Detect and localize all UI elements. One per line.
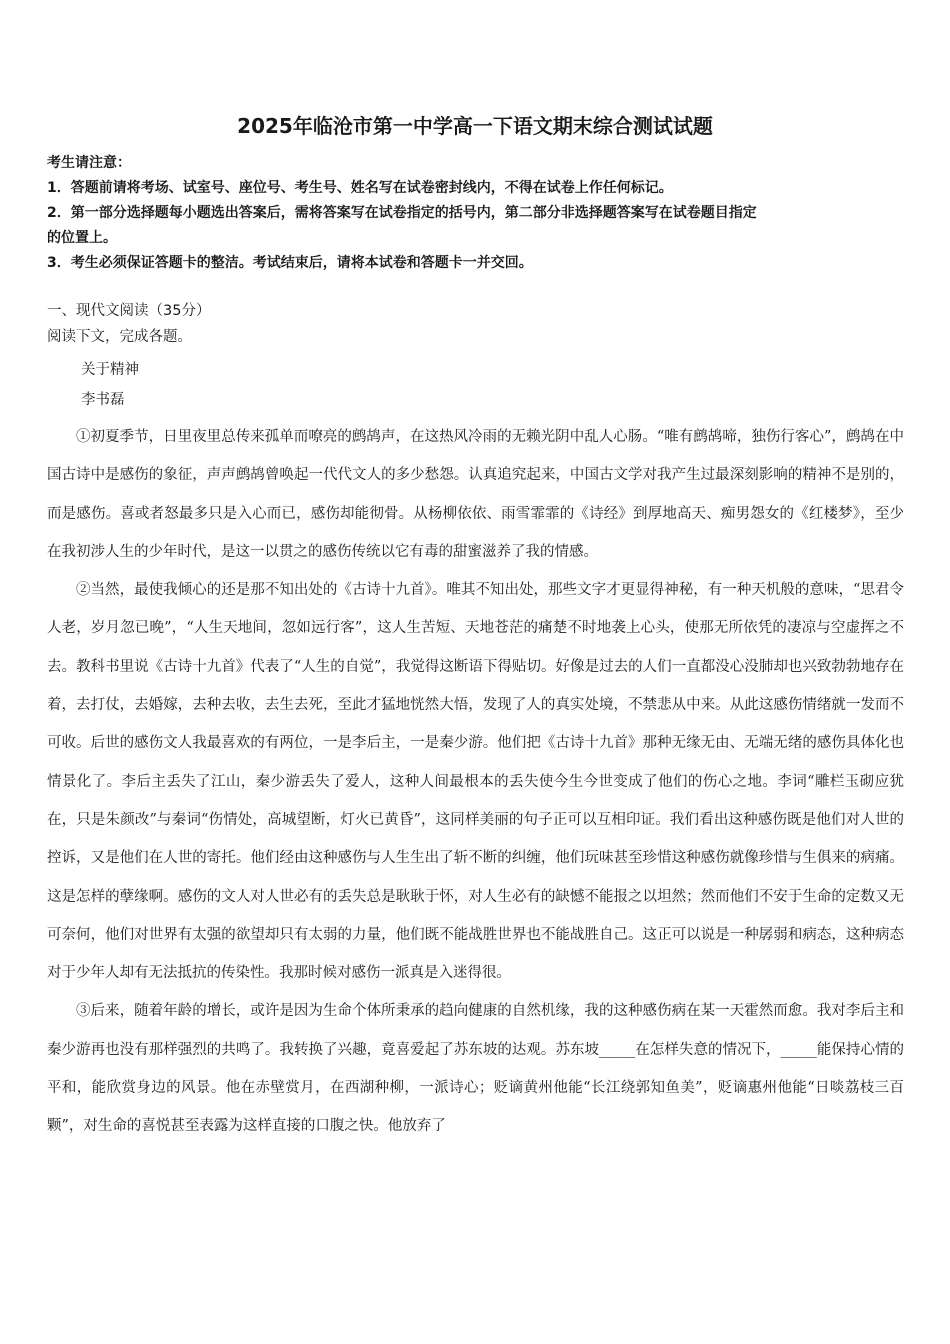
notice-item: 2．第一部分选择题每小题选出答案后，需将答案写在试卷指定的括号内，第二部分非选择题答案写在试卷题目指定: [47, 205, 757, 221]
section-header: [47, 298, 904, 350]
notice-item: 3．考生必须保证答题卡的整洁。考试结束后，请将本试卷和答题卡一并交回。: [47, 255, 533, 271]
article-paragraph: ①初夏季节，日里夜里总传来孤单而嘹亮的鹧鸪声，在这热风冷雨的无赖光阴中乱人心肠。“唯有鹧鸪啼，独伤行客心”，鹧鸪在中国古诗中是感伤的象征，声声鹧鸪曾唤起一代代文人的多少愁怨。认真追究起来，中国古文学对我产生过最深刻影响的精神不是别的，而是感伤。喜或者怒最多只是入心而已，感伤却能彻骨。从杨柳依依、雨雪霏霏的《诗经》到厚地高天、痴男怨女的《红楼梦》，至少在我初涉人生的少年时代，是这一以贯之的感伤传统以它有毒的甜蜜滋养了我的情感。: [47, 429, 904, 560]
article-title: 关于精神: [81, 362, 139, 378]
reading-article: [47, 356, 904, 1146]
exam-title: 2025年临沧市第一中学高一下语文期末综合测试试题: [237, 114, 713, 138]
notice-block: [47, 151, 904, 276]
article-author: 李书磊: [81, 392, 125, 408]
notice-item: 的位置上。: [47, 230, 117, 246]
section-instruction: 阅读下文，完成各题。: [47, 329, 192, 345]
notice-item: 1．答题前请将考场、试室号、座位号、考生号、姓名写在试卷密封线内，不得在试卷上作任何标记。: [47, 180, 673, 196]
article-paragraph: ②当然，最使我倾心的还是那不知出处的《古诗十九首》。唯其不知出处，那些文字才更显得神秘，有一种天机般的意味，“思君令人老，岁月忽已晚”，“人生天地间，忽如远行客”，这人生苦短、天地苍茫的痛楚不时地袭上心头，使那无所依凭的凄凉与空虚挥之不去。教科书里说《古诗十九首》代表了“人生的自觉”，我觉得这断语下得贴切。好像是过去的人们一直都没心没肺却也兴致勃勃地存在着，去打仗，去婚嫁，去种去收，去生去死，至此才猛地恍然大悟，发现了人的真实处境，不禁悲从中来。从此这感伤情绪就一发而不可收。后世的感伤文人我最喜欢的有两位，一是李后主，一是秦少游。他们把《古诗十九首》那种无缘无由、无端无绪的感伤具体化也情景化了。李后主丢失了江山，秦少游丢失了爱人，这种人间最根本的丢失使今生今世变成了他们的伤心之地。李词“雕栏玉砌应犹在，只是朱颜改”与秦词“伤情处，高城望断，灯火已黄昏”，这同样美丽的句子正可以互相印证。我们看出这种感伤既是他们对人世的控诉，又是他们在人世的寄托。他们经由这种感伤与人生生出了斩不断的纠缠，他们玩味甚至珍惜这种感伤就像珍惜与生俱来的病痛。这是怎样的孽缘啊。感伤的文人对人世必有的丢失总是耿耿于怀，对人生必有的缺憾不能报之以坦然；然而他们不安于生命的定数又无可奈何，他们对世界有太强的欲望却只有太弱的力量，他们既不能战胜世界也不能战胜自己。这正可以说是一种孱弱和病态，这种病态对于少年人却有无法抵抗的传染性。我那时候对感伤一派真是入迷得很。: [47, 582, 904, 982]
article-paragraph: ③后来，随着年龄的增长，或许是因为生命个体所秉承的趋向健康的自然机缘，我的这种感伤病在某一天霍然而愈。我对李后主和秦少游再也没有那样强烈的共鸣了。我转换了兴趣，竟喜爱起了苏东坡的达观。苏东坡_____在怎样失意的情况下，_____能保持心情的平和，能欣赏身边的风景。他在赤壁赏月，在西湖种柳，一派诗心；贬谪黄州他能“长江绕郭知鱼美”，贬谪惠州他能“日啖荔枝三百颗”，对生命的喜悦甚至表露为这样直接的口腹之快。他放弃了: [47, 1003, 904, 1135]
notice-heading: 考生请注意：: [47, 155, 131, 171]
section-title: 一、现代文阅读（35分）: [47, 303, 211, 319]
